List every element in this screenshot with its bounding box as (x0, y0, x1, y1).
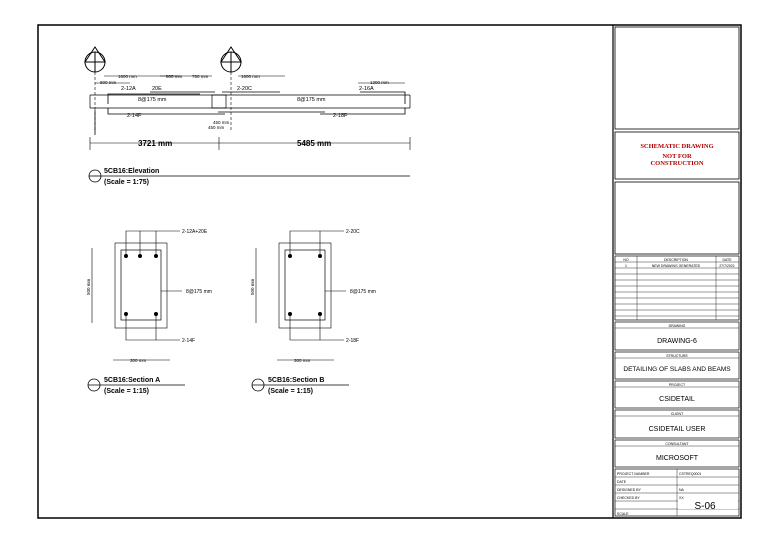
sheet-number: S-06 (694, 501, 716, 512)
label-2-18f: 2-18F (333, 113, 348, 119)
bottom-bars (95, 108, 405, 135)
dim-800-left: 800 mm (100, 80, 117, 85)
info-value-project-number: CSTREQ0001 (679, 472, 702, 476)
dim-1300: 1300 mm (370, 80, 389, 85)
dim-750: 750 mm (192, 74, 209, 79)
section-a-stirrup (121, 250, 161, 320)
info-label-project-number: PROJECT NUMBER (617, 472, 650, 476)
rev-header-no: NO (623, 258, 629, 262)
revision-table (615, 256, 739, 320)
section-a-stirrup-label: 8@175 mm (186, 289, 212, 295)
section-a-view (86, 229, 212, 395)
structure-value: DETAILING OF SLABS AND BEAMS (623, 366, 731, 373)
section-b-bottom-label: 2-18F (346, 338, 360, 344)
rev-row-description: NEW DRAWING GENERATED (651, 264, 701, 268)
section-a-bottom-label: 2-14F (182, 338, 196, 344)
dim-1600-right: 1600 mm (241, 74, 260, 79)
section-a-top-label: 2-12A+20E (182, 229, 208, 235)
client-label: CLIENT (670, 412, 684, 416)
stirrup-label-left: 8@175 mm (138, 97, 167, 103)
stamp-line-3: CONSTRUCTION (650, 160, 704, 167)
info-label-scale: SCALE (617, 512, 629, 516)
client-value: CSIDETAIL USER (648, 426, 706, 433)
label-2-16a: 2-16A (359, 86, 374, 92)
info-label-date: DATE (617, 480, 627, 484)
drawing-label: DRAWING (668, 324, 686, 328)
section-a-depth: 500 mm (86, 278, 91, 295)
span-dim-right: 5485 mm (297, 139, 332, 148)
dim-800-mid: 800 mm (166, 74, 183, 79)
rev-row-no: 1 (625, 264, 627, 268)
title-block (615, 27, 739, 516)
section-b-top-label: 2-20C (346, 229, 360, 235)
consultant-value: MICROSOFT (656, 455, 698, 462)
elevation-view (85, 47, 410, 186)
label-2-12a: 2-12A (121, 86, 136, 92)
drawing-value: DRAWING-6 (657, 338, 697, 345)
stamp-line-2: NOT FOR (662, 153, 692, 160)
rev-header-date: DATE (722, 258, 732, 262)
elevation-scale: (Scale = 1:75) (104, 179, 149, 186)
section-b-title: 5CB16:Section B (268, 377, 325, 384)
support-dim-2: 450 mm (208, 125, 225, 130)
info-label-designed-by: DESIGNED BY (617, 488, 641, 492)
section-a-scale: (Scale = 1:15) (104, 388, 149, 395)
section-b-stirrup-label: 8@175 mm (350, 289, 376, 295)
project-label: PROJECT (668, 383, 686, 387)
section-a-title: 5CB16:Section A (104, 377, 161, 384)
stamp-line-1: SCHEMATIC DRAWING (640, 143, 714, 150)
blank-box (615, 182, 739, 254)
section-b-leaders (256, 231, 346, 360)
stirrup-label-right: 8@175 mm (297, 97, 326, 103)
label-2-14f: 2-14F (127, 113, 142, 119)
section-a-leaders (92, 231, 182, 360)
section-b-stirrup (285, 250, 325, 320)
label-2-20c: 2-20C (237, 86, 252, 92)
label-20e: 20E (152, 86, 162, 92)
project-value: CSIDETAIL (659, 396, 695, 403)
consultant-label: CONSULTANT (665, 442, 689, 446)
section-a-bars (124, 254, 158, 316)
section-b-depth: 500 mm (250, 278, 255, 295)
section-b-bars (288, 254, 322, 316)
rev-row-date: 27/7/2021 (719, 264, 735, 268)
structure-label: STRUCTURE (666, 354, 688, 358)
section-a-width: 300 mm (130, 358, 147, 363)
section-b-concrete (279, 243, 331, 328)
section-b-width: 300 mm (294, 358, 311, 363)
support-dim-1: 450 mm (213, 120, 230, 125)
rev-header-description: DESCRIPTION (664, 258, 688, 262)
info-value-checked-by: XX (679, 496, 684, 500)
info-label-checked-by: CHECKED BY (617, 496, 640, 500)
info-value-designed-by: NA (679, 488, 684, 492)
section-b-view (250, 229, 376, 395)
dim-1600-left: 1600 mm (118, 74, 137, 79)
section-b-scale: (Scale = 1:15) (268, 388, 313, 395)
elevation-title: 5CB16:Elevation (104, 168, 160, 175)
span-dim-left: 3721 mm (138, 139, 173, 148)
logo-box (615, 27, 739, 129)
